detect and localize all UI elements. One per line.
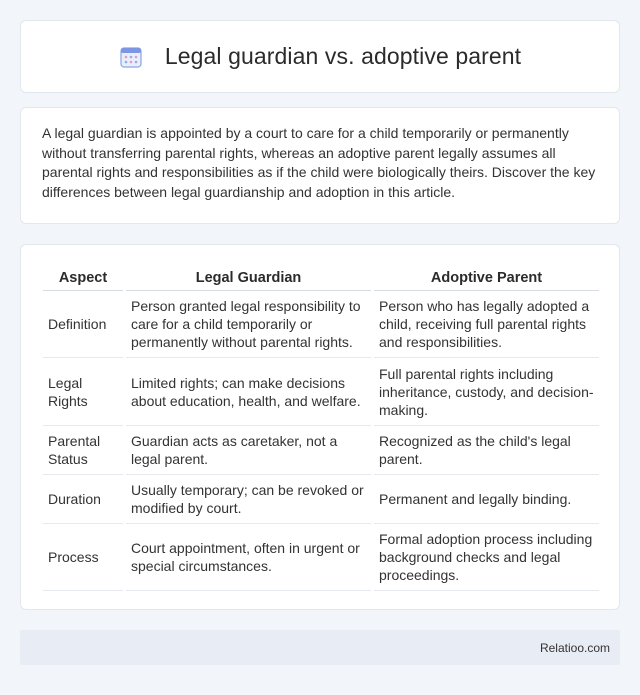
header-aspect: Aspect bbox=[43, 263, 123, 291]
cell-adoptive: Formal adoption process including background checks and legal proceedings. bbox=[374, 524, 599, 591]
intro-card bbox=[20, 107, 620, 224]
table-row bbox=[43, 291, 599, 358]
intro-text: A legal guardian is appointed by a court to care for a child temporarily or permanently without transferring parental rights, whereas an adoptive parent legally assumes all parental rights and responsibilities as if the child were biologically theirs. Discover the key differences between legal guardianship and adoption in this article. bbox=[42, 125, 596, 200]
title-card bbox=[20, 20, 620, 93]
cell-guardian: Guardian acts as caretaker, not a legal parent. bbox=[126, 426, 371, 475]
comparison-table bbox=[40, 263, 602, 591]
cell-adoptive: Full parental rights including inheritance, custody, and decision-making. bbox=[374, 358, 599, 426]
footer bbox=[20, 630, 620, 665]
calendar-icon bbox=[119, 45, 143, 69]
cell-guardian: Person granted legal responsibility to care for a child temporarily or permanently without parental rights. bbox=[126, 291, 371, 358]
header-adoptive-parent: Adoptive Parent bbox=[374, 263, 599, 291]
cell-adoptive: Recognized as the child's legal parent. bbox=[374, 426, 599, 475]
footer-brand: Relatioo.com bbox=[539, 640, 610, 655]
cell-aspect: Duration bbox=[43, 475, 123, 524]
cell-aspect: Process bbox=[43, 524, 123, 591]
cell-guardian: Limited rights; can make decisions about education, health, and welfare. bbox=[126, 358, 371, 426]
table-row bbox=[43, 426, 599, 475]
comparison-table-card bbox=[20, 244, 620, 610]
cell-aspect: Definition bbox=[43, 291, 123, 358]
page-title: Legal guardian vs. adoptive parent bbox=[164, 43, 522, 69]
table-row bbox=[43, 524, 599, 591]
table-row bbox=[43, 358, 599, 426]
table-header-row bbox=[43, 263, 599, 291]
cell-aspect: Parental Status bbox=[43, 426, 123, 475]
header-legal-guardian: Legal Guardian bbox=[126, 263, 371, 291]
cell-adoptive: Permanent and legally binding. bbox=[374, 475, 599, 524]
table-row bbox=[43, 475, 599, 524]
cell-guardian: Court appointment, often in urgent or special circumstances. bbox=[126, 524, 371, 591]
cell-adoptive: Person who has legally adopted a child, receiving full parental rights and responsibilities. bbox=[374, 291, 599, 358]
cell-aspect: Legal Rights bbox=[43, 358, 123, 426]
cell-guardian: Usually temporary; can be revoked or modified by court. bbox=[126, 475, 371, 524]
